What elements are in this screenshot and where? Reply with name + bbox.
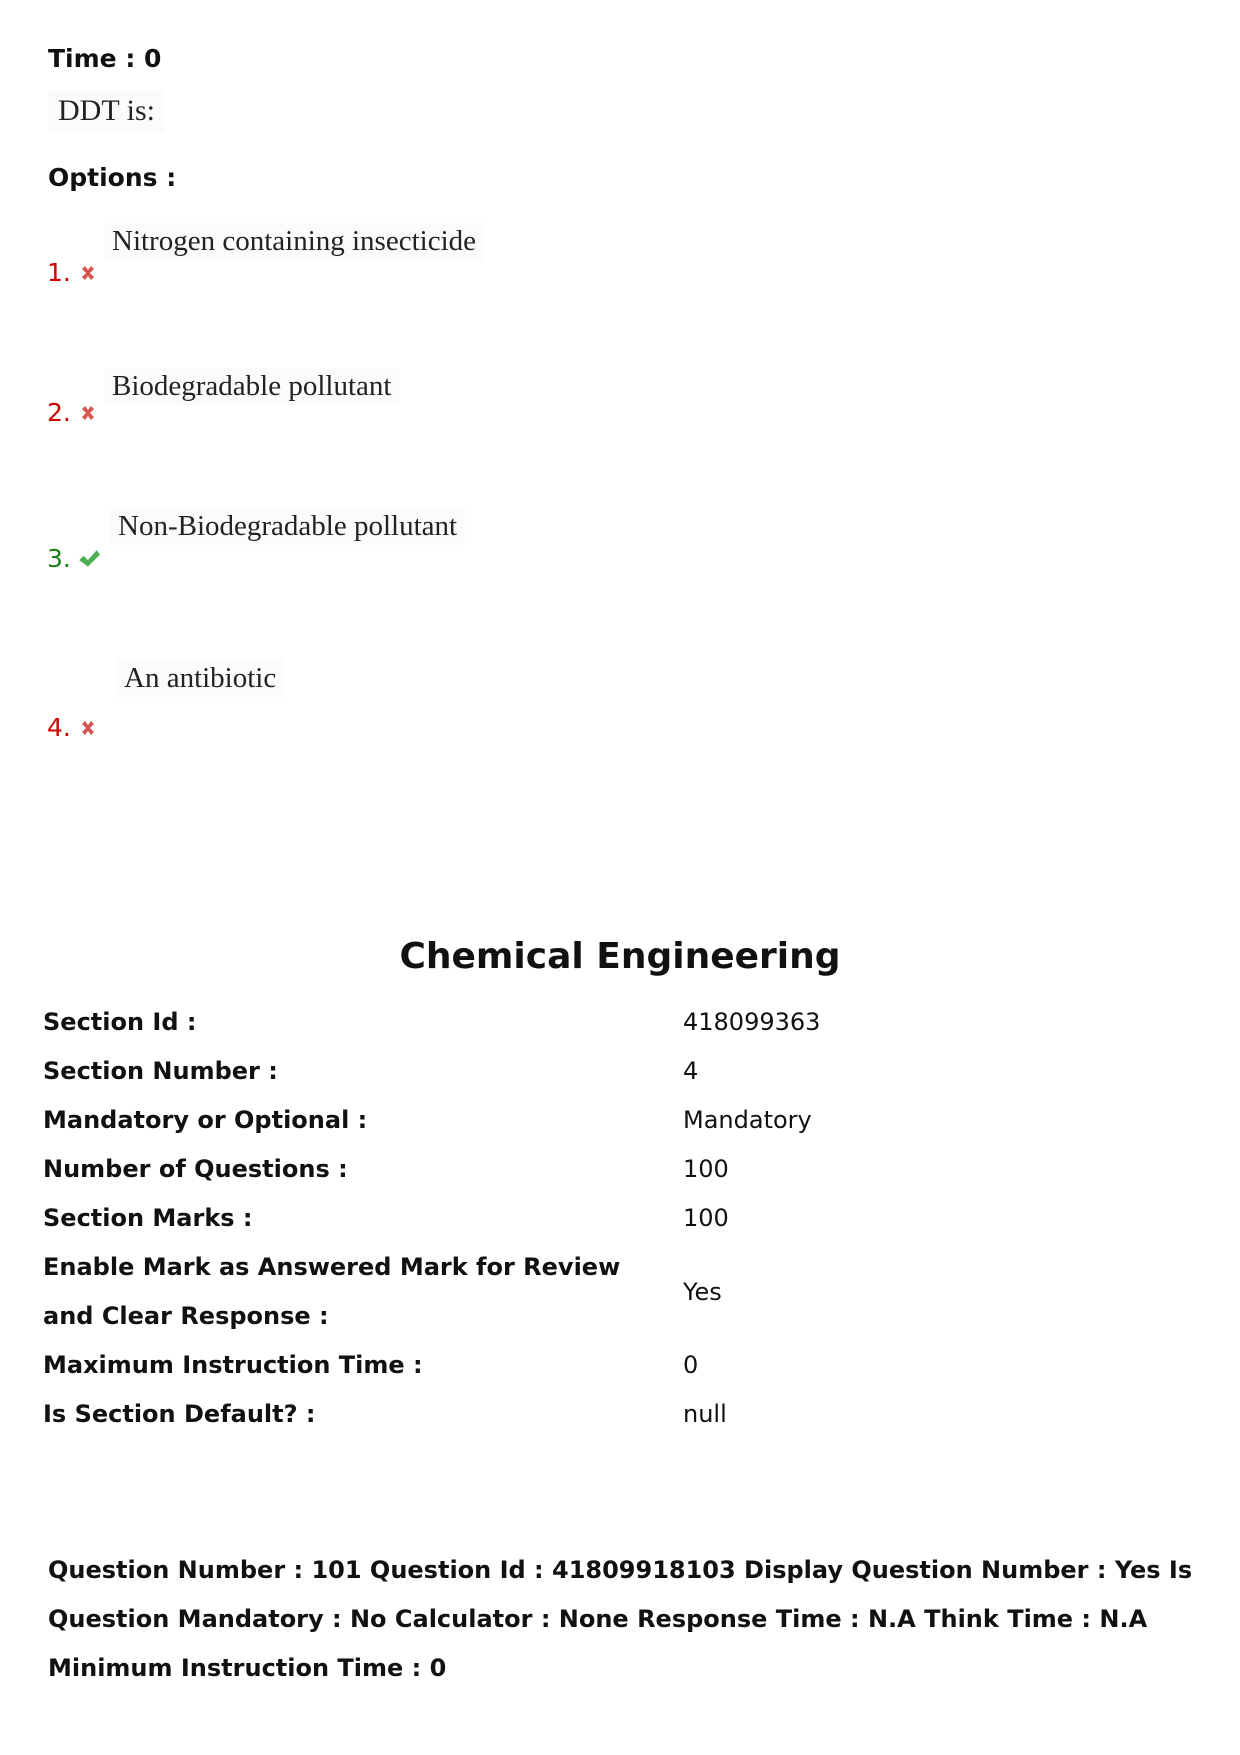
option-2-marker xyxy=(47,398,99,427)
options-label: Options : xyxy=(48,163,177,192)
enable-mark-row xyxy=(43,1243,1193,1341)
option-4-text: An antibiotic xyxy=(116,660,284,697)
time-label: Time : 0 xyxy=(48,44,162,73)
cross-icon xyxy=(77,402,99,424)
option-3-marker xyxy=(47,544,101,573)
section-marks-value: 100 xyxy=(683,1204,729,1232)
num-questions-row xyxy=(43,1145,1193,1194)
max-instruction-row xyxy=(43,1341,1193,1390)
max-instruction-key: Maximum Instruction Time : xyxy=(43,1351,423,1379)
option-2-text: Biodegradable pollutant xyxy=(104,368,399,405)
section-default-value: null xyxy=(683,1400,727,1428)
section-number-row xyxy=(43,1047,1193,1096)
section-default-row xyxy=(43,1390,1193,1439)
question-text: DDT is: xyxy=(48,90,165,132)
section-info-table xyxy=(43,998,1193,1439)
enable-mark-key: Enable Mark as Answered Mark for Review and Clear Response : xyxy=(43,1253,621,1330)
max-instruction-value: 0 xyxy=(683,1351,699,1379)
option-1-text: Nitrogen containing insecticide xyxy=(104,223,484,260)
option-3-number: 3. xyxy=(47,544,71,573)
mandatory-value: Mandatory xyxy=(683,1106,812,1134)
option-1-number: 1. xyxy=(47,258,71,287)
option-4-marker xyxy=(47,713,99,742)
section-number-value: 4 xyxy=(683,1057,699,1085)
mandatory-row xyxy=(43,1096,1193,1145)
mandatory-key: Mandatory or Optional : xyxy=(43,1106,368,1134)
section-default-key: Is Section Default? : xyxy=(43,1400,316,1428)
option-2-number: 2. xyxy=(47,398,71,427)
option-3-text: Non-Biodegradable pollutant xyxy=(110,508,465,545)
cross-icon xyxy=(77,262,99,284)
section-marks-key: Section Marks : xyxy=(43,1204,253,1232)
next-question-meta: Question Number : 101 Question Id : 41809918103 Display Question Number : Yes Is Question Mandatory : No Calculator : None Response Time : N.A Think Time : N.A Minimum Instruction Time : 0 xyxy=(48,1556,1193,1682)
section-id-row xyxy=(43,998,1193,1047)
section-id-value: 418099363 xyxy=(683,1008,821,1036)
cross-icon xyxy=(77,717,99,739)
section-id-key: Section Id : xyxy=(43,1008,197,1036)
section-number-key: Section Number : xyxy=(43,1057,278,1085)
option-4-number: 4. xyxy=(47,713,71,742)
enable-mark-value: Yes xyxy=(683,1277,722,1306)
num-questions-key: Number of Questions : xyxy=(43,1155,348,1183)
option-1-marker xyxy=(47,258,99,287)
check-icon xyxy=(77,547,101,571)
section-marks-row xyxy=(43,1194,1193,1243)
section-title: Chemical Engineering xyxy=(399,936,841,977)
num-questions-value: 100 xyxy=(683,1155,729,1183)
